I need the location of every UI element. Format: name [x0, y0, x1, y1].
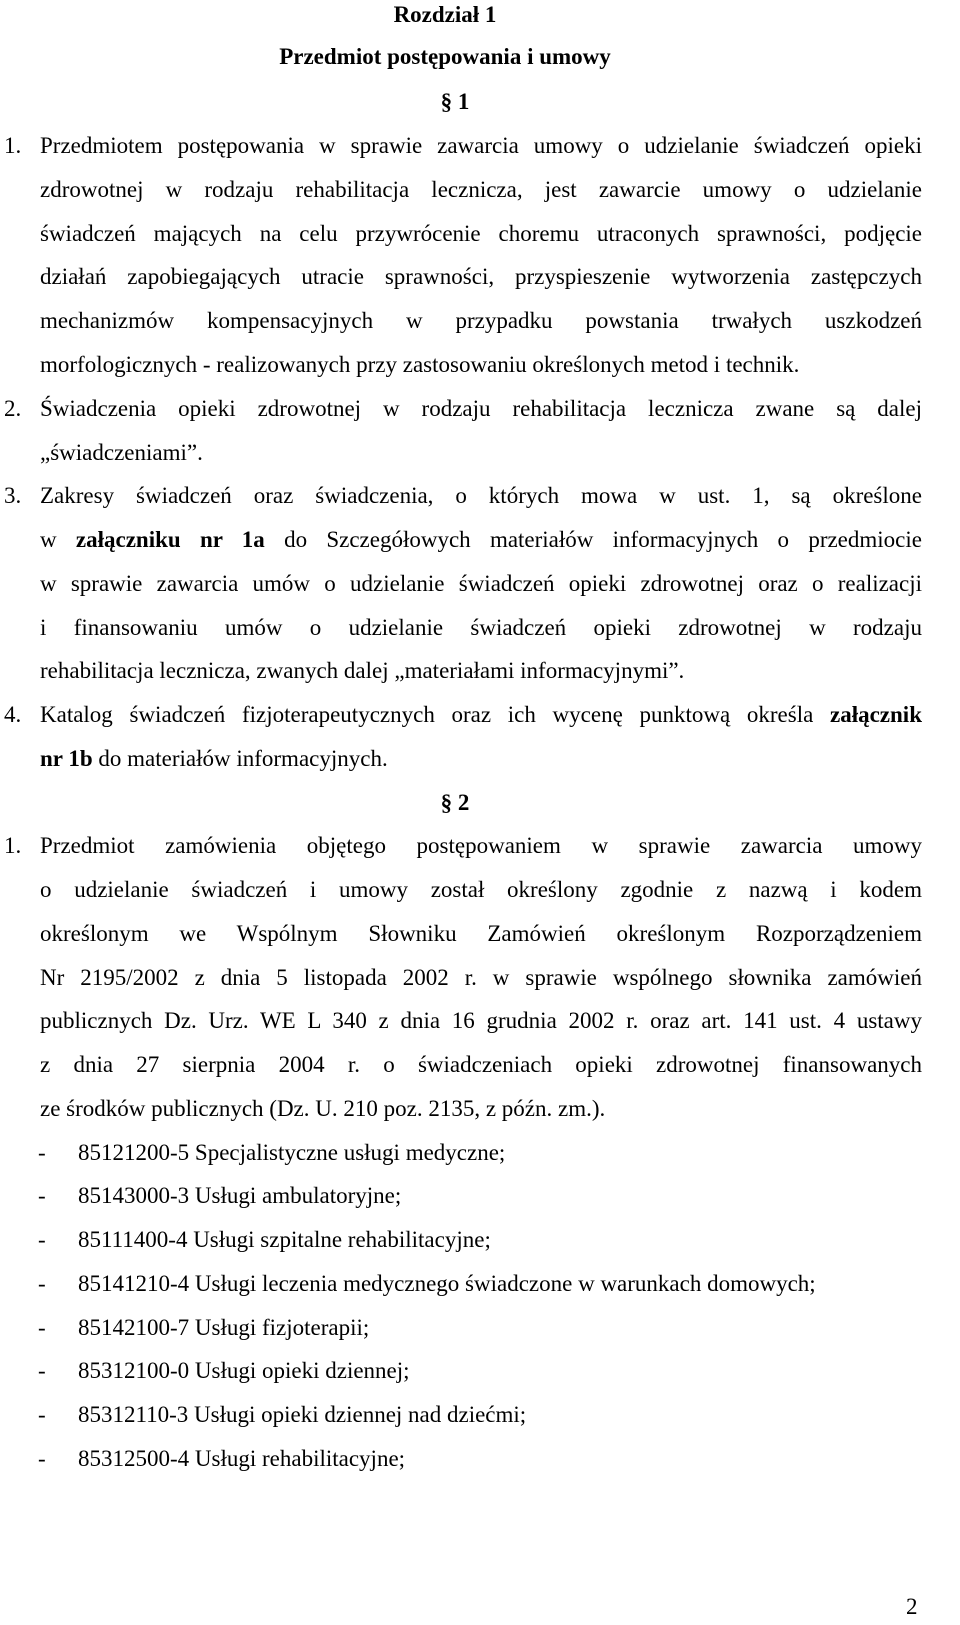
point-number: 2. — [4, 396, 22, 421]
point-number: 1. — [4, 833, 22, 858]
text-line: Zakresy świadczeń oraz świadczenia, o których mowa w ust. 1, są określone — [40, 483, 922, 508]
text-line: ze środków publicznych (Dz. U. 210 poz. 2135, z późn. zm.). — [40, 1096, 606, 1121]
text-line: mechanizmów kompensacyjnych w przypadku powstania trwałych uszkodzeń — [40, 308, 922, 333]
list-item-text: 85121200-5 Specjalistyczne usługi medyczne; — [78, 1140, 506, 1165]
text-line: określonym we Wspólnym Słowniku Zamówień określonym Rozporządzeniem — [40, 921, 922, 946]
attachment-reference: nr 1b — [40, 746, 93, 771]
section-2-mark: § 2 — [440, 790, 470, 815]
text-line — [40, 525, 922, 555]
list-item-text: 85312500-4 Usługi rehabilitacyjne; — [78, 1446, 406, 1471]
text-fragment: do Szczegółowych materiałów informacyjnych o przedmiocie — [264, 527, 922, 552]
point-number: 3. — [4, 483, 22, 508]
list-item-text: 85141210-4 Usługi leczenia medycznego świadczone w warunkach domowych; — [78, 1271, 816, 1296]
list-dash: - — [38, 1358, 46, 1383]
list-item-text: 85312110-3 Usługi opieki dziennej nad dziećmi; — [78, 1402, 527, 1427]
text-line: z dnia 27 sierpnia 2004 r. o świadczeniach opieki zdrowotnej finansowanych — [40, 1052, 922, 1077]
text-line: i finansowaniu umów o udzielanie świadczeń opieki zdrowotnej w rodzaju — [40, 615, 922, 640]
attachment-reference: załącznik — [830, 702, 922, 727]
text-line: zdrowotnej w rodzaju rehabilitacja lecznicza, jest zawarcie umowy o udzielanie — [40, 177, 922, 202]
attachment-reference: załączniku nr 1a — [75, 527, 265, 552]
chapter-title: Rozdział 1 — [393, 2, 497, 27]
point-number: 4. — [4, 702, 22, 727]
chapter-subtitle: Przedmiot postępowania i umowy — [279, 44, 611, 69]
text-line: „świadczeniami”. — [40, 440, 203, 465]
text-line — [40, 700, 922, 730]
text-line: w sprawie zawarcia umów o udzielanie świadczeń opieki zdrowotnej oraz o realizacji — [40, 571, 922, 596]
text-line: rehabilitacja lecznicza, zwanych dalej „materiałami informacyjnymi”. — [40, 658, 685, 683]
text-line: Przedmiotem postępowania w sprawie zawarcia umowy o udzielanie świadczeń opieki — [40, 133, 922, 158]
text-fragment: do materiałów informacyjnych. — [92, 746, 388, 771]
list-item-text: 85143000-3 Usługi ambulatoryjne; — [78, 1183, 402, 1208]
list-dash: - — [38, 1402, 46, 1427]
text-line: publicznych Dz. Urz. WE L 340 z dnia 16 grudnia 2002 r. oraz art. 141 ust. 4 ustawy — [40, 1008, 922, 1033]
text-line: Świadczenia opieki zdrowotnej w rodzaju rehabilitacja lecznicza zwane są dalej — [40, 396, 922, 421]
list-dash: - — [38, 1140, 46, 1165]
list-item-text: 85111400-4 Usługi szpitalne rehabilitacyjne; — [78, 1227, 491, 1252]
text-line — [40, 744, 922, 774]
page-number: 2 — [906, 1594, 918, 1619]
section-1-mark: § 1 — [440, 89, 470, 114]
text-line: Nr 2195/2002 z dnia 5 listopada 2002 r. w sprawie wspólnego słownika zamówień — [40, 965, 922, 990]
list-dash: - — [38, 1446, 46, 1471]
text-line: działań zapobiegających utracie sprawności, przyspieszenie wytworzenia zastępczych — [40, 264, 922, 289]
list-item-text: 85142100-7 Usługi fizjoterapii; — [78, 1315, 370, 1340]
text-line: morfologicznych - realizowanych przy zastosowaniu określonych metod i technik. — [40, 352, 800, 377]
text-fragment: Katalog świadczeń fizjoterapeutycznych oraz ich wycenę punktową określa — [40, 702, 830, 727]
text-line: Przedmiot zamówienia objętego postępowaniem w sprawie zawarcia umowy — [40, 833, 922, 858]
list-dash: - — [38, 1271, 46, 1296]
text-fragment: w — [40, 527, 76, 552]
list-item-text: 85312100-0 Usługi opieki dziennej; — [78, 1358, 410, 1383]
list-dash: - — [38, 1227, 46, 1252]
list-dash: - — [38, 1183, 46, 1208]
text-line: świadczeń mających na celu przywrócenie choremu utraconych sprawności, podjęcie — [40, 221, 922, 246]
point-number: 1. — [4, 133, 22, 158]
text-line: o udzielanie świadczeń i umowy został określony zgodnie z nazwą i kodem — [40, 877, 922, 902]
list-dash: - — [38, 1315, 46, 1340]
